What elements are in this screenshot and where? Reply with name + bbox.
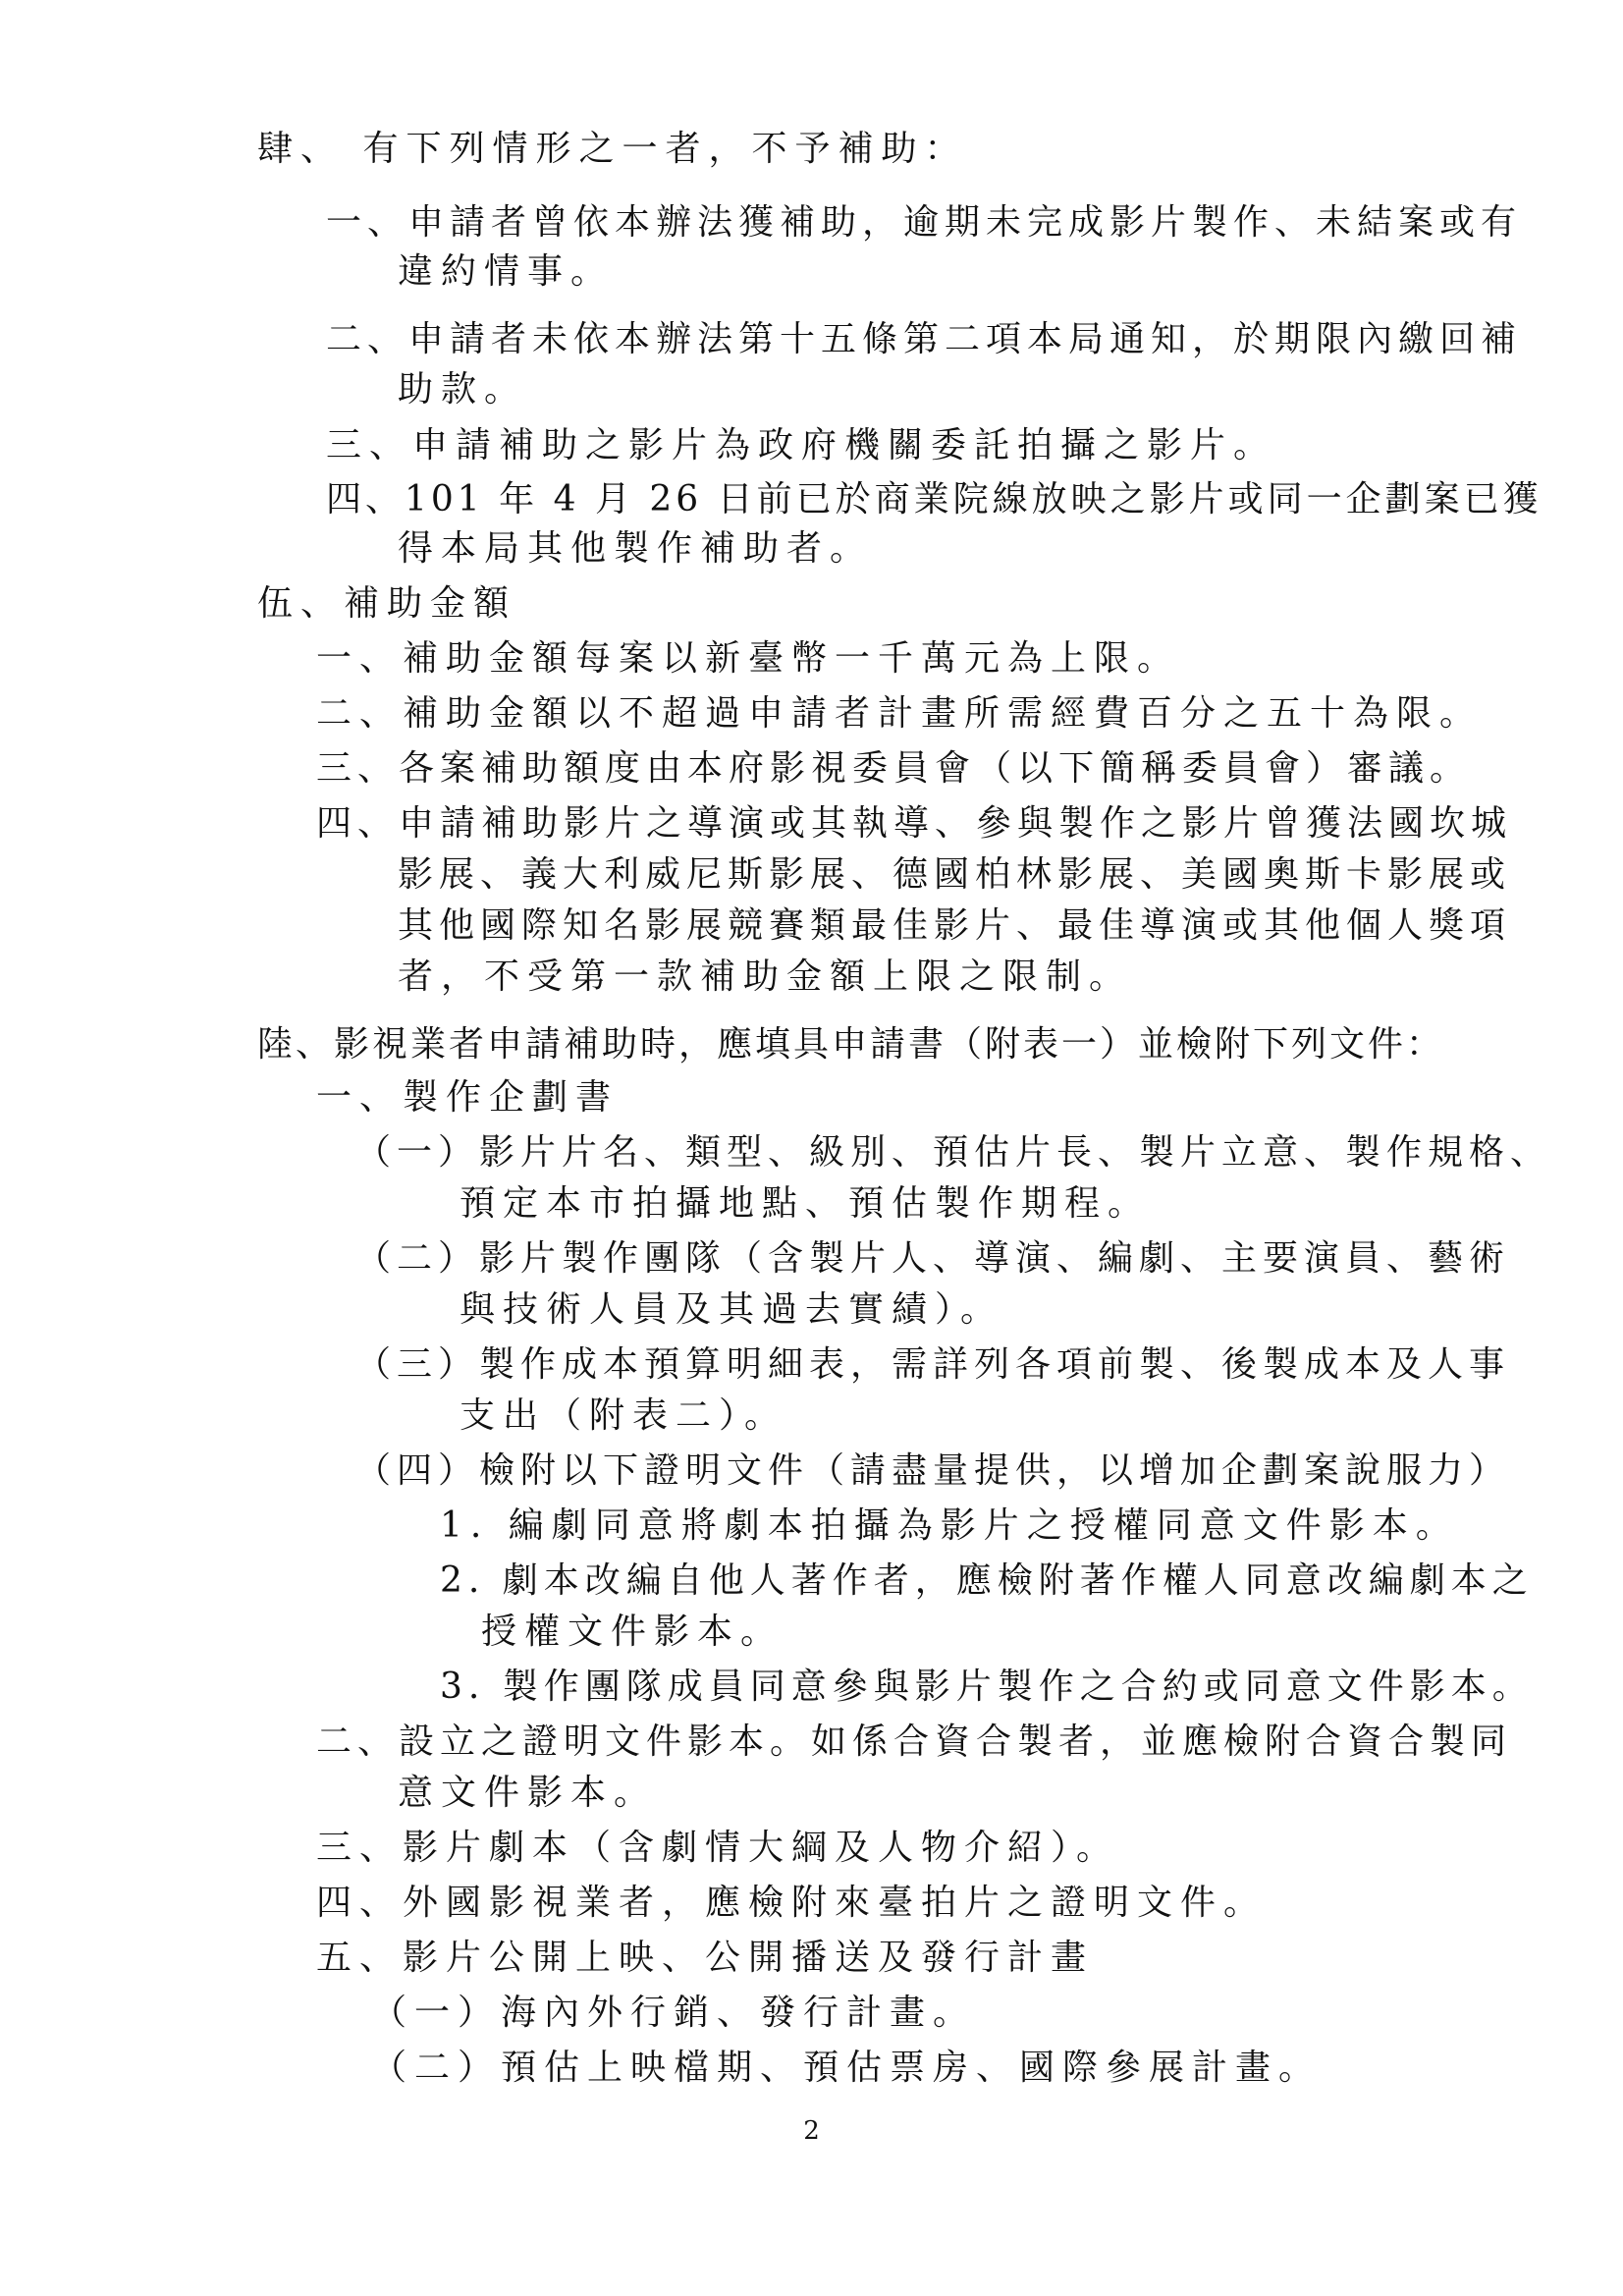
list-item: 五、影片公開上映、公開播送及發行計畫: [316, 1938, 1095, 1978]
list-item: 四、申請補助影片之導演或其執導、參與製作之影片曾獲法國坎城: [316, 803, 1513, 844]
sub-list-item: （二）預估上映檔期、預估票房、國際參展計畫。: [371, 2048, 1323, 2088]
sub-list-item: （二）影片製作團隊（含製片人、導演、編劇、主要演員、藝術: [355, 1238, 1511, 1279]
sub-list-item: （三）製作成本預算明細表，需詳列各項前製、後製成本及人事: [355, 1344, 1511, 1385]
sub-list-item-continuation: 與技術人員及其過去實績）。: [460, 1289, 1004, 1330]
numbered-item-continuation: 授權文件影本。: [481, 1612, 784, 1652]
list-item-continuation: 影展、義大利威尼斯影展、德國柏林影展、美國奧斯卡影展或: [398, 854, 1512, 895]
list-item: 二、設立之證明文件影本。如係合資合製者，並應檢附合資合製同: [316, 1722, 1513, 1762]
list-item-continuation: 意文件影本。: [398, 1773, 658, 1813]
sub-list-item: （一）影片片名、類型、級別、預估片長、製片立意、製作規格、: [355, 1132, 1552, 1173]
list-item: 三、申請補助之影片為政府機關委託拍攝之影片。: [326, 425, 1277, 465]
page-number: 2: [803, 2116, 820, 2146]
list-item: 四、外國影視業者，應檢附來臺拍片之證明文件。: [316, 1883, 1268, 1923]
numbered-item: 2. 劇本改編自他人著作者，應檢附著作權人同意改編劇本之: [440, 1560, 1534, 1601]
list-item-continuation: 得本局其他製作補助者。: [398, 528, 874, 569]
section-heading-si: 肆、 有下列情形之一者，不予補助：: [257, 129, 968, 169]
sub-list-item: （一）海內外行銷、發行計畫。: [371, 1993, 977, 2033]
list-item-continuation: 助款。: [398, 369, 528, 410]
list-item: 二、申請者未依本辦法第十五條第二項本局通知，於期限內繳回補: [326, 319, 1523, 359]
numbered-item: 3. 製作團隊成員同意參與影片製作之合約或同意文件影本。: [440, 1667, 1534, 1707]
numbered-item: 1. 編劇同意將劇本拍攝為影片之授權同意文件影本。: [440, 1505, 1459, 1546]
list-item-continuation: 違約情事。: [398, 251, 615, 292]
list-item: 二、補助金額以不超過申請者計畫所需經費百分之五十為限。: [316, 693, 1484, 734]
list-item: 三、影片劇本（含劇情大綱及人物介紹）。: [316, 1828, 1120, 1868]
list-item-continuation: 者，不受第一款補助金額上限之限制。: [398, 957, 1133, 997]
list-item-continuation: 其他國際知名影展競賽類最佳影片、最佳導演或其他個人獎項: [398, 905, 1512, 946]
list-item: 一、申請者曾依本辦法獲補助，逾期未完成影片製作、未結案或有: [326, 202, 1523, 243]
list-item: 一、製作企劃書: [316, 1077, 620, 1118]
list-item: 三、各案補助額度由本府影視委員會（以下簡稱委員會）審議。: [316, 748, 1472, 789]
sub-list-item-continuation: 支出（附表二）。: [460, 1395, 788, 1436]
list-item: 一、補助金額每案以新臺幣一千萬元為上限。: [316, 638, 1181, 679]
list-item: 四、101 年 4 月 26 日前已於商業院線放映之影片或同一企劃案已獲: [326, 479, 1542, 519]
sub-list-item: （四）檢附以下證明文件（請盡量提供，以增加企劃案說服力）: [355, 1450, 1511, 1491]
sub-list-item-continuation: 預定本市拍攝地點、預估製作期程。: [460, 1183, 1152, 1224]
section-heading-liu: 陸、影視業者申請補助時，應填具申請書（附表一）並檢附下列文件：: [257, 1024, 1445, 1065]
section-heading-wu: 伍、補助金額: [257, 583, 517, 624]
